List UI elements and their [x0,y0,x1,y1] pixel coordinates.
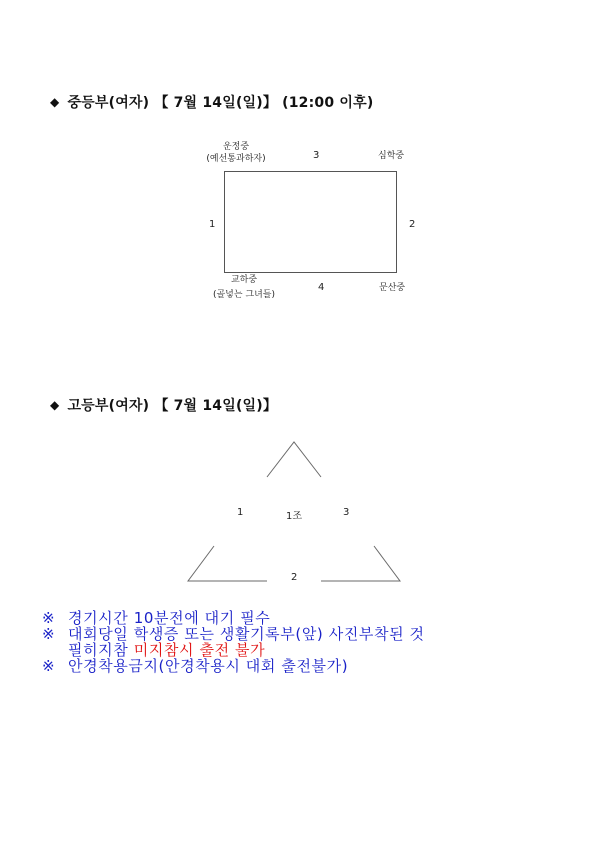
reference-mark-icon: ※ [42,625,56,643]
tri-side-left-number: 1 [237,507,244,518]
side-bottom-number: 4 [318,282,325,293]
high-school-heading-text: 고등부(여자) 【 7월 14일(일)】 [67,398,278,414]
team-bottom-left-name: 교하중 [230,275,258,285]
notice-item: ※ 안경착용금지(안경착용시 대회 출전불가) [42,657,349,675]
diamond-bullet-icon: ◆ [50,95,60,109]
side-top-number: 3 [313,150,320,161]
team-top-left-name: 운정중 [222,142,250,152]
notice-item: ※ 대회당일 학생증 또는 생활기록부(앞) 사진부착된 것 [42,625,425,643]
side-left-number: 1 [209,219,216,230]
diamond-bullet-icon: ◆ [50,398,60,412]
team-top-right: 심학중 [378,151,405,161]
team-bottom-left-note: (골넣는 그녀들) [212,290,276,300]
notice-list [42,610,425,674]
notice-item-continuation: 필히지참 미지참시 출전 불가 [68,641,266,659]
tri-side-right-number: 3 [343,507,350,518]
middle-school-heading-text: 중등부(여자) 【 7월 14일(일)】 (12:00 이후) [67,95,374,111]
warning-text: 미지참시 출전 불가 [133,641,266,659]
team-bottom-right: 문산중 [379,283,406,293]
team-top-left-note: (예선통과하자) [206,154,266,164]
side-right-number: 2 [409,219,416,230]
reference-mark-icon: ※ [42,609,56,627]
notice-item: ※ 경기시간 10분전에 대기 필수 [42,609,271,627]
tri-side-bottom-number: 2 [291,572,298,583]
tri-group-label: 1조 [286,511,303,522]
reference-mark-icon: ※ [42,657,56,675]
